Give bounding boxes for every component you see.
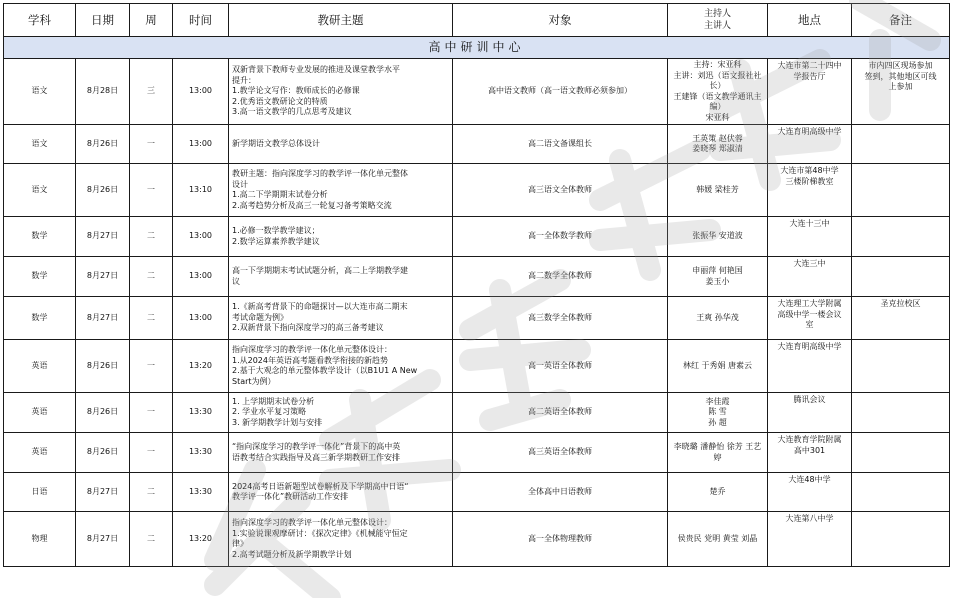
cell-host [668, 217, 768, 257]
cell-weekday: 二 [130, 512, 173, 567]
table-row [4, 59, 950, 125]
cell-topic-line: 律》 [232, 539, 248, 548]
cell-host-line: 李晓璐 潘静怡 徐芳 王艺 [673, 442, 762, 451]
cell-host-line: 婷 [713, 452, 722, 462]
cell-weekday: 二 [130, 257, 173, 297]
cell-topic-line: 1. 上学期期末试卷分析 [232, 396, 315, 406]
cell-host-line: 陈 雪 [708, 407, 727, 417]
cell-location-line: 大连第八中学 [785, 514, 834, 523]
cell-note [852, 164, 950, 217]
cell-location-line: 学报告厅 [793, 71, 826, 81]
cell-host-line: 宋亚科 [705, 112, 730, 122]
cell-time: 13:00 [173, 125, 229, 164]
header-host-line1: 主持人 [703, 9, 731, 19]
cell-location [768, 257, 852, 297]
cell-host-line: 姜晓琴 郑淑清 [692, 144, 743, 153]
cell-subject: 数学 [4, 297, 76, 340]
table-row [4, 125, 950, 164]
cell-location [768, 297, 852, 340]
cell-topic-line: 3. 新学期教学计划与安排 [232, 417, 323, 427]
table-row [4, 217, 950, 257]
cell-host [668, 164, 768, 217]
cell-location-line: 大连教育学院附属 [777, 435, 842, 444]
cell-time: 13:00 [173, 297, 229, 340]
cell-topic [229, 217, 453, 257]
cell-topic-line: 新学期语文教学总体设计 [232, 138, 320, 148]
cell-location-line: 大连十三中 [789, 219, 830, 228]
header-time: 时间 [173, 4, 229, 37]
cell-time: 13:30 [173, 433, 229, 473]
cell-location-line: 高级中学一楼会议 [777, 309, 842, 319]
cell-weekday: 一 [130, 164, 173, 217]
cell-audience: 高三数学全体教师 [453, 297, 668, 340]
header-subject: 学科 [4, 4, 76, 37]
cell-weekday: 二 [130, 473, 173, 512]
cell-topic [229, 257, 453, 297]
header-weekday: 周 [130, 4, 173, 37]
cell-topic-line: 2.高考试题分析及新学期教学计划 [232, 549, 352, 559]
cell-topic-line: 教研主题：指向深度学习的教学评一体化单元整体 [232, 169, 408, 178]
cell-subject: 数学 [4, 217, 76, 257]
cell-host-line: 申丽萍 何艳国 [692, 266, 743, 275]
cell-location-line: 大连48中学 [788, 475, 831, 484]
cell-location-line: 大连育明高级中学 [777, 127, 842, 136]
cell-date: 8月27日 [76, 257, 130, 297]
header-audience: 对象 [453, 4, 668, 37]
cell-topic [229, 473, 453, 512]
cell-topic [229, 340, 453, 393]
cell-topic [229, 512, 453, 567]
table-row [4, 340, 950, 393]
cell-date: 8月27日 [76, 217, 130, 257]
cell-host [668, 257, 768, 297]
cell-date: 8月26日 [76, 393, 130, 433]
cell-host-line: 张振华 安道波 [692, 231, 743, 241]
cell-location [768, 433, 852, 473]
cell-note [852, 433, 950, 473]
cell-date: 8月27日 [76, 512, 130, 567]
cell-topic [229, 164, 453, 217]
cell-subject: 英语 [4, 340, 76, 393]
cell-note-line: 上参加 [888, 82, 913, 91]
table-row [4, 257, 950, 297]
cell-time: 13:20 [173, 512, 229, 567]
cell-weekday: 三 [130, 59, 173, 125]
cell-location [768, 393, 852, 433]
header-topic: 教研主题 [229, 4, 453, 37]
cell-note [852, 297, 950, 340]
cell-note [852, 125, 950, 164]
cell-audience: 高二语文备课组长 [453, 125, 668, 164]
cell-location [768, 217, 852, 257]
cell-time: 13:00 [173, 59, 229, 125]
table-row [4, 297, 950, 340]
cell-host-line: 楚乔 [709, 486, 726, 496]
cell-weekday: 二 [130, 297, 173, 340]
header-note: 备注 [852, 4, 950, 37]
cell-topic [229, 297, 453, 340]
cell-location-line: 室 [805, 320, 814, 329]
cell-note [852, 59, 950, 125]
cell-host-line: 韩媛 梁桂芳 [696, 184, 739, 194]
header-date: 日期 [76, 4, 130, 37]
cell-topic-line: 2. 学业水平复习策略 [232, 407, 307, 417]
cell-location [768, 473, 852, 512]
table-row [4, 433, 950, 473]
cell-location-line: 大连理工大学附属 [777, 299, 842, 308]
cell-date: 8月26日 [76, 433, 130, 473]
cell-subject: 物理 [4, 512, 76, 567]
cell-host-line: 王建锋（语文教学通讯主 [673, 91, 762, 101]
cell-topic-line: 指向深度学习的教学评一体化单元整体设计： [232, 345, 392, 354]
cell-topic-line: 2.优秀语文教研论文的特质 [232, 96, 328, 106]
cell-location [768, 125, 852, 164]
cell-host-line: 王英策 赵伏蓉 [692, 133, 743, 143]
cell-topic-line: 提升： [232, 75, 256, 85]
cell-topic [229, 59, 453, 125]
cell-location [768, 59, 852, 125]
cell-date: 8月26日 [76, 340, 130, 393]
cell-note [852, 512, 950, 567]
header-row [4, 4, 950, 37]
cell-audience: 高二数学全体教师 [453, 257, 668, 297]
cell-note-line: 圣克拉校区 [880, 299, 921, 308]
cell-audience: 高一英语全体教师 [453, 340, 668, 393]
cell-host-line: 姜玉小 [705, 276, 730, 286]
section-row [4, 37, 950, 59]
cell-date: 8月28日 [76, 59, 130, 125]
cell-note [852, 340, 950, 393]
cell-topic-line: 1.实验说课观摩研讨：《探次定律》《机械能守恒定 [232, 528, 408, 538]
cell-subject: 英语 [4, 393, 76, 433]
cell-weekday: 一 [130, 433, 173, 473]
cell-location-line: 大连三中 [793, 259, 826, 268]
cell-host [668, 340, 768, 393]
table-row [4, 393, 950, 433]
cell-subject: 语文 [4, 164, 76, 217]
cell-topic-line: 考试命题为例》 [232, 312, 288, 322]
schedule-table [3, 3, 950, 567]
cell-note [852, 257, 950, 297]
cell-topic-line: 教学评一体化”教研活动工作安排 [232, 492, 349, 501]
cell-host [668, 393, 768, 433]
cell-host-line: 编） [709, 102, 726, 111]
cell-date: 8月27日 [76, 297, 130, 340]
cell-date: 8月26日 [76, 125, 130, 164]
cell-host-line: 侯贵民 党明 黄莹 刘晶 [677, 533, 758, 543]
cell-topic-line: 1.从2024年英语高考题看教学衔接的新趋势 [232, 355, 388, 365]
header-location: 地点 [768, 4, 852, 37]
cell-note [852, 217, 950, 257]
cell-subject: 语文 [4, 125, 76, 164]
cell-topic-line: 2.双新背景下指向深度学习的高三备考建议 [232, 323, 384, 333]
cell-audience: 高三英语全体教师 [453, 433, 668, 473]
cell-audience: 高二英语全体教师 [453, 393, 668, 433]
cell-host-line: 林红 于秀娟 唐素云 [682, 360, 753, 370]
cell-host-line: 李佳霞 [705, 396, 730, 406]
header-host-line2: 主讲人 [703, 21, 731, 31]
cell-note-line: 市内四区现场参加 [868, 61, 933, 70]
cell-topic-line: 1.《新高考背景下的命题探讨—以大连市高二期末 [232, 302, 408, 312]
cell-subject: 英语 [4, 433, 76, 473]
cell-host [668, 512, 768, 567]
cell-topic-line: “指向深度学习的教学评一体化”背景下的高中英 [232, 442, 401, 451]
cell-host-line: 王爽 孙华茂 [696, 312, 739, 322]
cell-topic-line: 高一下学期期末考试试题分析，高二上学期教学建 [232, 266, 408, 275]
cell-time: 13:30 [173, 393, 229, 433]
cell-subject: 语文 [4, 59, 76, 125]
cell-topic-line: Start为例） [232, 376, 276, 386]
header-host [668, 4, 768, 37]
cell-topic-line: 语教考结合实践指导及高三新学期教研工作安排 [232, 452, 400, 462]
cell-topic-line: 1.教学论文写作：教师成长的必修课 [232, 86, 360, 96]
table-row [4, 164, 950, 217]
cell-topic-line: 议 [232, 276, 240, 286]
cell-topic [229, 433, 453, 473]
cell-time: 13:00 [173, 257, 229, 297]
cell-host-line: 主持：宋亚科 [693, 60, 742, 69]
cell-weekday: 一 [130, 125, 173, 164]
cell-topic-line: 2.高考趋势分析及高三一轮复习备考策略交流 [232, 200, 392, 210]
cell-location-line: 大连育明高级中学 [777, 342, 842, 351]
cell-audience: 全体高中日语教师 [453, 473, 668, 512]
cell-topic-line: 2.基于大观念的单元整体教学设计（以B1U1 A New [232, 366, 418, 375]
cell-topic [229, 125, 453, 164]
cell-topic-line: 2.数学运算素养教学建议 [232, 236, 320, 246]
cell-host-line: 孙 超 [708, 417, 727, 427]
cell-host [668, 297, 768, 340]
cell-weekday: 一 [130, 393, 173, 433]
cell-location [768, 512, 852, 567]
cell-time: 13:10 [173, 164, 229, 217]
cell-topic-line: 3.高一语文教学的几点思考及建议 [232, 107, 352, 117]
cell-location [768, 164, 852, 217]
cell-topic-line: 设计 [232, 179, 248, 189]
cell-location-line: 大连市第48中学 [780, 166, 839, 175]
cell-time: 13:30 [173, 473, 229, 512]
cell-location-line: 三楼阶梯教室 [785, 176, 834, 186]
cell-host [668, 125, 768, 164]
cell-topic-line: 双新背景下教师专业发展的推进及课堂教学水平 [232, 65, 400, 75]
cell-topic-line: 1.高二下学期期末试卷分析 [232, 190, 328, 199]
cell-date: 8月27日 [76, 473, 130, 512]
table-row [4, 512, 950, 567]
table-row [4, 473, 950, 512]
cell-topic-line: 指向深度学习的教学评一体化单元整体设计： [232, 518, 392, 527]
cell-location-line: 高中301 [793, 445, 826, 455]
section-title: 高中研训中心 [4, 37, 950, 59]
cell-host [668, 433, 768, 473]
cell-topic-line: 2024高考日语新题型试卷解析及下学期高中日语“ [232, 481, 409, 491]
cell-weekday: 一 [130, 340, 173, 393]
cell-date: 8月26日 [76, 164, 130, 217]
cell-weekday: 二 [130, 217, 173, 257]
cell-location-line: 腾讯会议 [793, 395, 826, 404]
cell-topic-line: 1.必修一数学教学建议； [232, 226, 320, 235]
cell-host [668, 59, 768, 125]
cell-topic [229, 393, 453, 433]
cell-audience: 高中语文教师（高一语文教师必须参加） [453, 59, 668, 125]
cell-host [668, 473, 768, 512]
cell-note-line: 签到，其他地区可线 [864, 71, 937, 81]
cell-location-line: 大连市第二十四中 [777, 61, 842, 70]
cell-host-line: 主讲：刘迅（语文报社社长） [673, 70, 762, 90]
cell-note [852, 393, 950, 433]
cell-time: 13:00 [173, 217, 229, 257]
cell-location [768, 340, 852, 393]
cell-audience: 高三语文全体教师 [453, 164, 668, 217]
cell-note [852, 473, 950, 512]
cell-subject: 日语 [4, 473, 76, 512]
cell-audience: 高一全体物理教师 [453, 512, 668, 567]
cell-time: 13:20 [173, 340, 229, 393]
cell-subject: 数学 [4, 257, 76, 297]
cell-audience: 高一全体数学教师 [453, 217, 668, 257]
